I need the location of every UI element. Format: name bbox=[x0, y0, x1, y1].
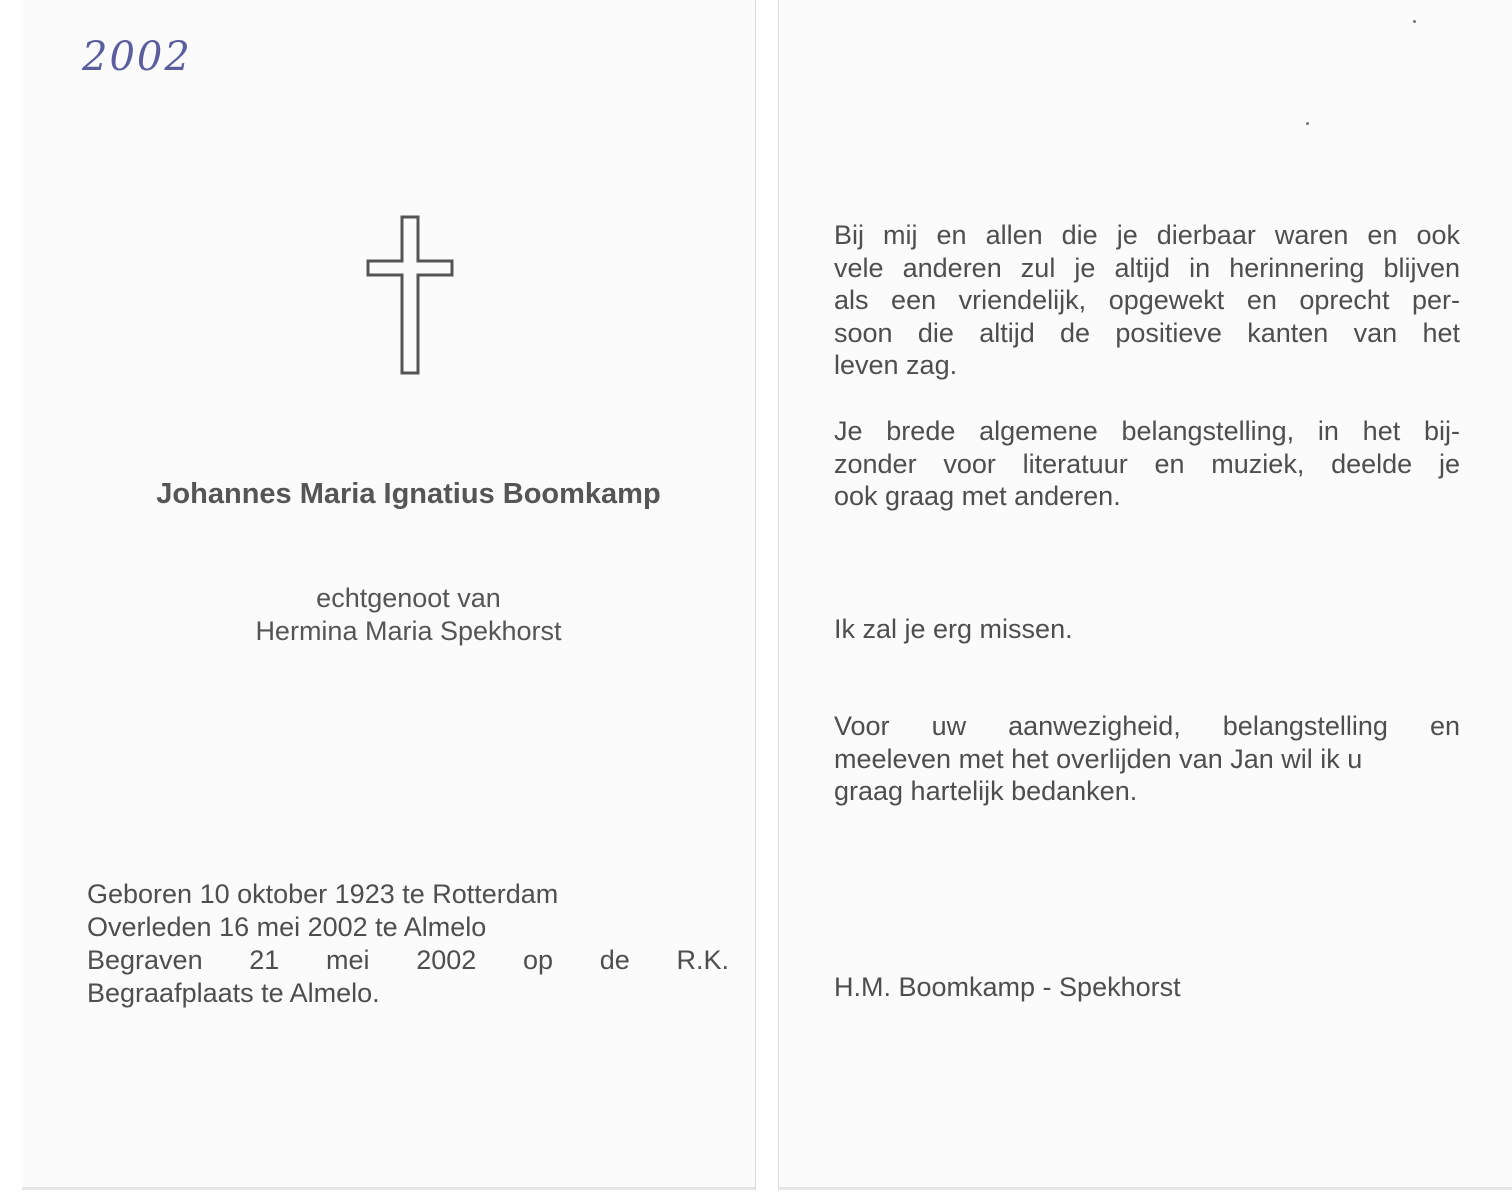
signature: H.M. Boomkamp - Spekhorst bbox=[834, 972, 1181, 1002]
text-line: Je brede algemene belangstelling, in het bij- bbox=[834, 416, 1460, 446]
text-line: zonder voor literatuur en muziek, deelde je bbox=[834, 448, 1460, 479]
text-line: Voor uw aanwezigheid, belangstelling en bbox=[834, 711, 1460, 741]
paragraph-thanks bbox=[834, 710, 1460, 808]
text-line: als een vriendelijk, opgewekt en oprecht per- bbox=[834, 285, 1460, 315]
text-line: vele anderen zul je altijd in herinnering blijven bbox=[834, 252, 1460, 283]
paragraph-miss bbox=[834, 613, 1460, 646]
text-line: Bij mij en allen die je dierbaar waren en ook bbox=[834, 220, 1460, 250]
text-line: Ik zal je erg missen. bbox=[834, 614, 1073, 644]
paragraph-interests bbox=[834, 415, 1460, 513]
spouse-name: Hermina Maria Spekhorst bbox=[255, 616, 562, 646]
deceased-name: Johannes Maria Ignatius Boomkamp bbox=[156, 478, 661, 510]
paragraph-memory bbox=[834, 219, 1460, 382]
page-edge bbox=[779, 1187, 1512, 1190]
text-line: soon die altijd de positieve kanten van het bbox=[834, 317, 1460, 348]
left-card-page bbox=[22, 0, 756, 1190]
born-line: Geboren 10 oktober 1923 te Rotterdam bbox=[87, 879, 559, 909]
text-line: meeleven met het overlijden van Jan wil ik u bbox=[834, 743, 1363, 774]
dates-block bbox=[87, 878, 729, 1010]
text-line: leven zag. bbox=[834, 350, 958, 380]
cross-icon bbox=[365, 215, 455, 375]
handwritten-year: 2002 bbox=[82, 34, 192, 80]
text-line: graag hartelijk bedanken. bbox=[834, 776, 1138, 806]
buried-place-line: Begraafplaats te Almelo. bbox=[87, 978, 380, 1008]
right-card-page bbox=[778, 0, 1512, 1190]
page-edge bbox=[22, 1187, 755, 1190]
paper-speck bbox=[1306, 122, 1309, 125]
died-line: Overleden 16 mei 2002 te Almelo bbox=[87, 912, 487, 942]
paper-speck bbox=[1413, 20, 1416, 23]
text-line: ook graag met anderen. bbox=[834, 481, 1121, 511]
spouse-block bbox=[22, 582, 795, 648]
buried-line: Begraven 21 mei 2002 op de R.K. bbox=[87, 945, 729, 975]
spouse-intro: echtgenoot van bbox=[316, 583, 501, 613]
